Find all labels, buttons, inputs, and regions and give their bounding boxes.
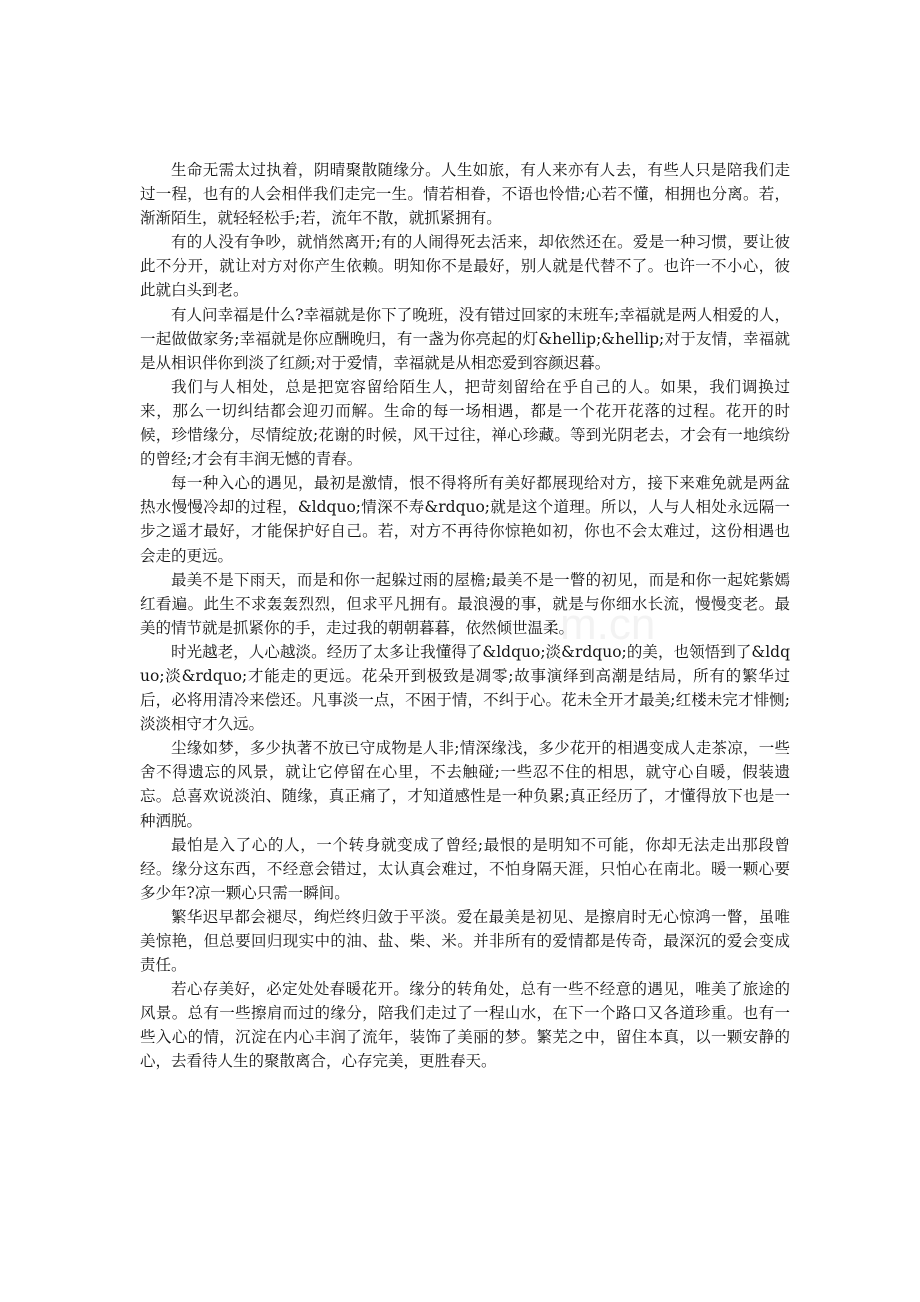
- paragraph-8: 尘缘如梦，多少执著不放已守成物是人非;情深缘浅，多少花开的相遇变成人走茶凉，一些舍不得遗忘的风景，就让它停留在心里，不去触碰;一些忍不住的相思，就守心自暖，假装遗忘。总喜欢说淡泊、随缘，真正痛了，才知道感性是一种负累;真正经历了，才懂得放下也是一种洒脱。: [140, 739, 790, 830]
- watermark: m.cn: [560, 600, 656, 649]
- paragraph-6: 最美不是下雨天，而是和你一起躲过雨的屋檐;最美不是一瞥的初见，而是和你一起姹紫嫣红看遍。此生不求轰轰烈烈，但求平凡拥有。最浪漫的事，就是与你细水长流，慢慢变老。最美的情节就是抓紧你的手，走过我的朝朝暮暮，依然倾世温柔。: [140, 570, 790, 637]
- paragraph-5: 每一种入心的遇见，最初是激情，恨不得将所有美好都展现给对方，接下来难免就是两盆热水慢慢冷却的过程，&ldquo;情深不寿&rdquo;就是这个道理。所以，人与人相处永远隔一步之遥才最好，才能保护好自己。若，对方不再待你惊艳如初，你也不会太难过，这份相遇也会走的更远。: [140, 474, 790, 565]
- document-body: [140, 158, 790, 1074]
- paragraph-4: 我们与人相处，总是把宽容留给陌生人，把苛刻留给在乎自己的人。如果，我们调换过来，那么一切纠结都会迎刃而解。生命的每一场相遇，都是一个花开花落的过程。花开的时候，珍惜缘分，尽情绽放;花谢的时候，风干过往，禅心珍藏。等到光阴老去，才会有一地缤纷的曾经;才会有丰润无憾的青春。: [140, 377, 790, 469]
- paragraph-7: 时光越老，人心越淡。经历了太多让我懂得了&ldquo;淡&rdquo;的美，也领悟到了&ldquo;淡&rdquo;才能走的更远。花朵开到极致是凋零;故事演绎到高潮是结局，所有的繁华过后，必将用清冷来偿还。凡事淡一点，不困于情，不纠于心。花未全开才最美;红楼未完才悱恻;淡淡相守才久远。: [140, 642, 790, 734]
- paragraph-10: 繁华迟早都会褪尽，绚烂终归敛于平淡。爱在最美是初见、是擦肩时无心惊鸿一瞥，虽唯美惊艳，但总要回归现实中的油、盐、柴、米。并非所有的爱情都是传奇，最深沉的爱会变成责任。: [140, 907, 790, 975]
- paragraph-3: 有人问幸福是什么?幸福就是你下了晚班，没有错过回家的末班车;幸福就是两人相爱的人，一起做做家务;幸福就是你应酬晚归，有一盏为你亮起的灯&hellip;&hellip;对于友情，幸福就是从相识伴你到淡了红颜;对于爱情，幸福就是从相恋爱到容颜迟暮。: [140, 305, 790, 372]
- paragraph-2: 有的人没有争吵，就悄然离开;有的人闹得死去活来，却依然还在。爱是一种习惯，要让彼此不分开，就让对方对你产生依赖。明知你不是最好，别人就是代替不了。也许一不小心，彼此就白头到老。: [140, 233, 790, 300]
- paragraph-1: 生命无需太过执着，阴晴聚散随缘分。人生如旅，有人来亦有人去，有些人只是陪我们走过一程，也有的人会相伴我们走完一生。情若相眷，不语也怜惜;心若不懂，相拥也分离。若，渐渐陌生，就轻轻松手;若，流年不散，就抓紧拥有。: [140, 161, 790, 228]
- paragraph-9: 最怕是入了心的人，一个转身就变成了曾经;最恨的是明知不可能，你却无法走出那段曾经。缘分这东西，不经意会错过，太认真会难过，不怕身隔天涯，只怕心在南北。暖一颗心要多少年?凉一颗心只需一瞬间。: [140, 835, 790, 902]
- paragraph-11: 若心存美好，必定处处春暖花开。缘分的转角处，总有一些不经意的遇见，唯美了旅途的风景。总有一些擦肩而过的缘分，陪我们走过了一程山水，在下一个路口又各道珍重。也有一些入心的情，沉淀在内心丰润了流年，装饰了美丽的梦。繁芜之中，留住本真，以一颗安静的心，去看待人生的聚散离合，心存完美，更胜春天。: [140, 980, 790, 1071]
